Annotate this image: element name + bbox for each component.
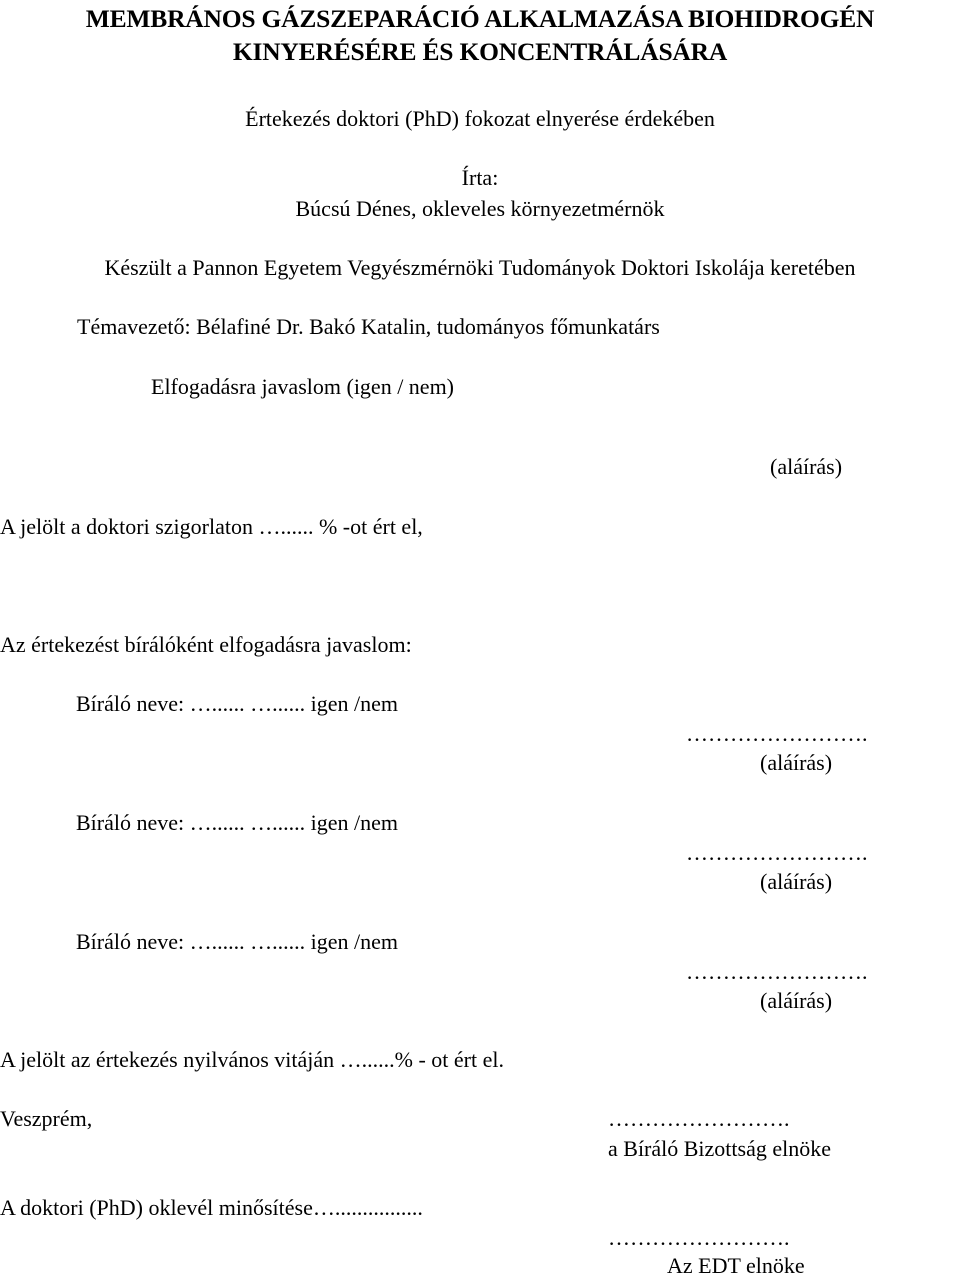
supervisor-line: Témavezető: Bélafiné Dr. Bakó Katalin, tudományos főmunkatárs: [77, 314, 660, 339]
reviewer-signature-dots: …………………….: [686, 840, 868, 865]
reviewers-intro: Az értekezést bírálóként elfogadásra javaslom:: [0, 632, 412, 657]
author-line: Búcsú Dénes, okleveles környezetmérnök: [295, 196, 665, 221]
reviewer-signature-label: (aláírás): [760, 750, 833, 775]
written-by-label: Írta:: [461, 165, 499, 190]
reviewer-signature-label: (aláírás): [760, 869, 833, 894]
qualification-line: A doktori (PhD) oklevél minősítése…................: [0, 1195, 423, 1220]
title-line-2: KINYERÉSÉRE ÉS KONCENTRÁLÁSÁRA: [232, 37, 728, 66]
reviewer-name-line: Bíráló neve: …...... …...... igen /nem: [76, 929, 398, 954]
exam-result-line: A jelölt a doktori szigorlaton …...... % -ot ért el,: [0, 514, 423, 539]
committee-chair-label: a Bíráló Bizottság elnöke: [608, 1136, 831, 1161]
place-label: Veszprém,: [0, 1106, 93, 1131]
title-line-1: MEMBRÁNOS GÁZSZEPARÁCIÓ ALKALMAZÁSA BIOHIDROGÉN: [85, 4, 875, 33]
degree-purpose: Értekezés doktori (PhD) fokozat elnyerése érdekében: [245, 106, 715, 131]
edt-chair-label: Az EDT elnöke: [667, 1253, 805, 1278]
reviewer-signature-dots: …………………….: [686, 721, 868, 746]
committee-signature-dots: …………………….: [608, 1106, 790, 1131]
recommendation-line: Elfogadásra javaslom (igen / nem): [151, 374, 455, 399]
supervisor-signature-label: (aláírás): [770, 454, 843, 479]
reviewer-name-line: Bíráló neve: …...... …...... igen /nem: [76, 691, 398, 716]
reviewer-signature-label: (aláírás): [760, 988, 833, 1013]
edt-signature-dots: …………………….: [608, 1225, 790, 1250]
reviewer-name-line: Bíráló neve: …...... …...... igen /nem: [76, 810, 398, 835]
defense-result-line: A jelölt az értekezés nyilvános vitáján …......% - ot ért el.: [0, 1047, 505, 1072]
prepared-at-line: Készült a Pannon Egyetem Vegyészmérnöki Tudományok Doktori Iskolája keretében: [104, 255, 856, 280]
reviewer-signature-dots: …………………….: [686, 959, 868, 984]
